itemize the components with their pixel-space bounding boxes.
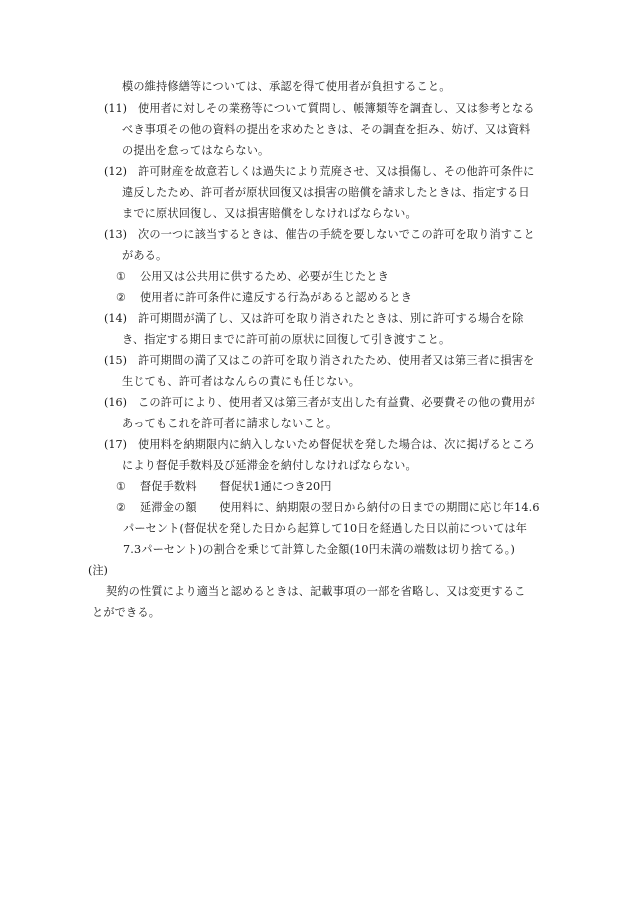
subitem-17-1-mark: ①: [116, 480, 127, 493]
item-number-12: (12): [104, 165, 127, 178]
subitem-13-1-mark: ①: [116, 270, 127, 283]
item-17-line-2: により督促手数料及び延滞金を納付しなければならない。: [122, 459, 417, 472]
note-heading: (注): [88, 564, 108, 577]
item-number-15: (15): [104, 354, 127, 367]
item-number-17: (17): [104, 438, 127, 451]
item-number-16: (16): [104, 396, 127, 409]
subitem-17-2-mark: ②: [116, 501, 127, 514]
item-13-line-1: 次の一つに該当するときは、催告の手続を要しないでこの許可を取り消すこと: [138, 228, 535, 241]
item-13-line-2: がある。: [122, 249, 168, 262]
item-11-line-2: べき事項その他の資料の提出を求めたときは、その調査を拒み、妨げ、又は資料: [122, 123, 531, 136]
subitem-13-2-text: 使用者に許可条件に違反する行為があると認めるとき: [140, 291, 413, 304]
item-14-line-1: 許可期間が満了し、又は許可を取り消されたときは、別に許可する場合を除: [138, 312, 524, 325]
item-11-line-1: 使用者に対しその業務等について質問し、帳簿類等を調査し、又は参考となる: [138, 102, 535, 115]
item-number-11: (11): [104, 102, 127, 115]
subitem-13-1-text: 公用又は公共用に供するため、必要が生じたとき: [140, 270, 389, 283]
continuation-line: 模の維持修繕等については、承認を得て使用者が負担すること。: [122, 80, 451, 93]
subitem-17-2-continuation-2: 7.3パーセント)の割合を乗じて計算した金額(10円未満の端数は切り捨てる。): [123, 543, 515, 556]
item-12-line-2: 違反したため、許可者が原状回復又は損害の賠償を請求したときは、指定する日: [122, 186, 530, 199]
subitem-17-2-text: 延滞金の額 使用料に、納期限の翌日から納付の日までの期間に応じ年14.6: [140, 501, 540, 514]
subitem-13-2-mark: ②: [116, 291, 127, 304]
item-14-line-2: き、指定する期日までに許可前の原状に回復して引き渡すこと。: [122, 333, 451, 346]
item-number-13: (13): [104, 228, 127, 241]
item-16-line-2: あってもこれを許可者に請求しないこと。: [122, 417, 338, 430]
item-15-line-2: 生じても、許可者はなんらの責にも任じない。: [122, 375, 361, 388]
item-12-line-3: までに原状回復し、又は損害賠償をしなければならない。: [122, 207, 417, 220]
subitem-17-1-text: 督促手数料 督促状1通につき20円: [140, 480, 332, 493]
item-16-line-1: この許可により、使用者又は第三者が支出した有益費、必要費その他の費用が: [138, 396, 535, 409]
item-17-line-1: 使用料を納期限内に納入しないため督促状を発した場合は、次に掲げるところ: [138, 438, 535, 451]
note-line-1: 契約の性質により適当と認めるときは、記載事項の一部を省略し、又は変更するこ: [106, 585, 526, 598]
item-15-line-1: 許可期間の満了又はこの許可を取り消されたため、使用者又は第三者に損害を: [138, 354, 535, 367]
subitem-17-2-continuation-1: パーセント(督促状を発した日から起算して10日を経過した日以前については年: [123, 522, 528, 535]
item-number-14: (14): [104, 312, 127, 325]
note-line-2: とができる。: [92, 606, 161, 619]
item-12-line-1: 許可財産を故意若しくは過失により荒廃させ、又は損傷し、その他許可条件に: [138, 165, 535, 178]
item-11-line-3: の提出を怠ってはならない。: [122, 144, 270, 157]
